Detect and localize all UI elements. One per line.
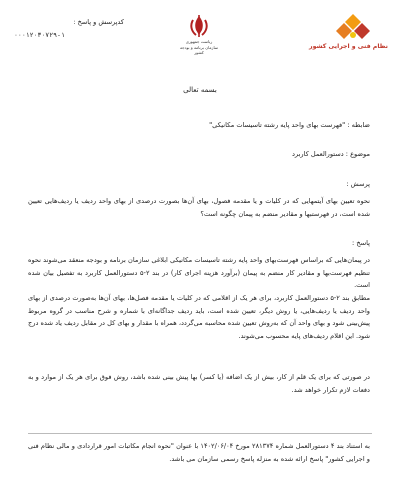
subject-line: موضوع : دستورالعمل کاربرد: [292, 150, 370, 158]
iran-emblem: [176, 14, 222, 55]
emblem-caption-1: ریاست جمهوری: [185, 39, 213, 44]
organization-name: نظام فنی و اجرایی کشور: [309, 43, 388, 50]
answer-paragraph-3: در صورتی که برای یک قلم از کار، بیش از یک اضافه (یا کسر) بها پیش بینی شده باشد، روش فوق برای هر یک از موارد و به دفعات لازم تکرار خواهد شد.: [28, 373, 370, 394]
question-heading: پرسش :: [346, 180, 370, 188]
question-body: نحوه تعیین بهای آیتمهایی که در کلیات و یا مقدمه فصول، بهای آن‌ها بصورت درصدی از بهای واحد ردیف یا ردیف‌هایی تعیین شده است، در فهرستبها و مقادیر منضم به پیمان چگونه است؟: [28, 197, 370, 218]
zabete-line: ضابطه : "فهرست بهای واحد پایه رشته تاسیسات مکانیکی": [209, 121, 370, 129]
answer-paragraph-2: مطابق بند ۲-۵ دستورالعمل کاربرد، برای هر یک از اقلامی که در کلیات یا مقدمه فصل‌ها، بهای آن‌ها به‌صورت درصدی از بهای واحد ردیف یا ردیف‌هایی، یا روش دیگر، تعیین شده است، باید ردیف جداگانه‌ای با شماره و شرح مناسب در گروه مربوط پیش‌بینی شود و بهای واحد آن که به‌روش تعیین شده محاسبه می‌گردد، همراه با مقدار و بهای کل در مقابل ردیف یاد شده درج شود. این اقلام ردیف‌های پایه محسوب می‌شوند.: [28, 294, 371, 340]
organization-logo-icon: [333, 12, 373, 42]
footer-note: به استناد بند ۴ دستورالعمل شماره ۲۸۱۳۷۴ مورخ ۱۴۰۲/۰۶/۰۴ با عنوان "نحوه انجام مکاتبات امور قراردادی و مالی نظام فنی و اجرایی کشور" پاسخ ارائه شده به منزله پاسخ رسمی سازمان می باشد.: [28, 442, 370, 463]
answer-paragraph-1: در پیمان‌هایی که براساس فهرست‌بهای واحد پایه رشته تاسیسات مکانیکی ابلاغی سازمان برنامه و بودجه منعقد می‌شوند نحوه تنظیم فهرست‌بها و مقادیر کار منضم به پیمان (برآورد هزینه اجرای کار) در بند ۲-۵ دستورالعمل کاربرد به تفصیل بیان شده است.: [28, 256, 370, 289]
emblem-caption-2: سازمان برنامه و بودجه کشور: [179, 45, 219, 55]
organization-logo: [309, 12, 388, 50]
iran-emblem-icon: [188, 14, 210, 38]
code-label: کدپرسش و پاسخ :: [73, 18, 124, 26]
code-box: [14, 16, 124, 42]
answer-heading: پاسخ :: [352, 239, 370, 247]
letter-header: [0, 10, 400, 66]
code-number: ۰۰۰۱۲۰۳۰۷۲۹-۱: [14, 31, 65, 39]
footer-divider: [28, 433, 372, 434]
basmala: بسمه تعالی: [183, 86, 217, 94]
